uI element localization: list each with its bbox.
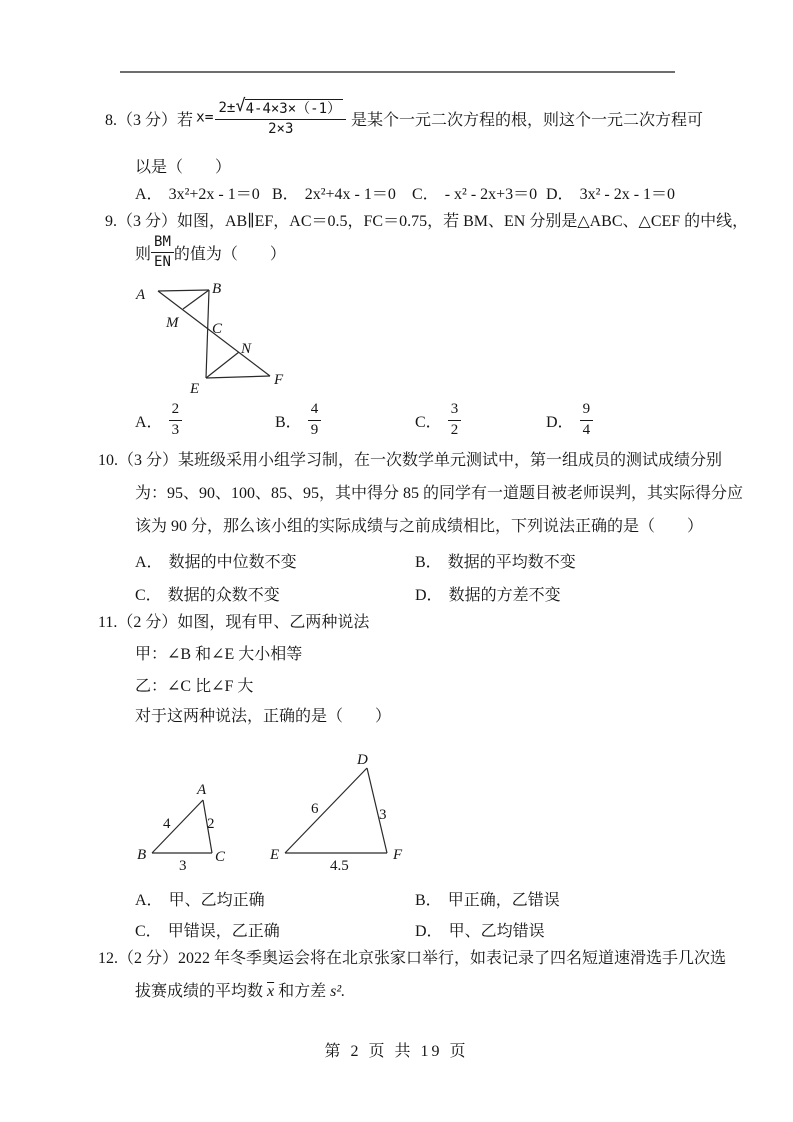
q10-stem-line1: 10.（3 分）某班级采用小组学习制，在一次数学单元测试中，第一组成员的测试成绩分别 [98, 452, 723, 469]
q8-eq-x: x= [196, 110, 214, 126]
q11-label-d: D [357, 752, 368, 768]
q9-label-e: E [190, 381, 200, 397]
q11-side-bc: 3 [179, 858, 187, 874]
q11-option-c: C． 甲错误，乙正确 [135, 923, 280, 940]
q11-option-b: B． 甲正确，乙错误 [415, 892, 560, 909]
q8-eq-radicand: 4-4×3×（-1） [245, 101, 342, 118]
q11-side-de: 6 [311, 801, 319, 817]
q9-option-d: D． $\frac{9}{4}$ [546, 396, 593, 444]
q11-side-ac: 2 [207, 816, 215, 832]
q9-option-b: B． $\frac{4}{9}$ [275, 396, 321, 444]
q11-claim-yi: 乙：∠C 比∠F 大 [135, 678, 254, 695]
q11-label-e: E [270, 847, 280, 863]
q9-line2-pre: 则 [135, 245, 152, 263]
q12-line2-mid: 和方差 [278, 983, 327, 1000]
q11-side-ab: 4 [163, 816, 171, 832]
q11-label-b: B [137, 847, 147, 863]
q9-figure [128, 275, 298, 400]
q8-eq-radical [235, 96, 343, 118]
q9-bm-en-fraction: $\frac{BM}{EN}$ [151, 234, 174, 269]
q11-label-a: A [197, 782, 207, 798]
q9-line2-post: 的值为（ ） [173, 245, 286, 263]
q9-label-n: N [241, 341, 252, 357]
q10-option-c: C． 数据的众数不变 [135, 587, 280, 604]
q12-line2-pre: 拔赛成绩的平均数 [135, 983, 264, 1000]
q8-option-b: B． 2x²+4x - 1＝0 [272, 186, 396, 203]
q9-stem-line1: 9.（3 分）如图，AB∥EF，AC＝0.5，FC＝0.75，若 BM、EN 分别是△ABC、△CEF 的中线， [105, 213, 749, 230]
q10-option-a: A． 数据的中位数不变 [135, 554, 297, 571]
q11-stem-line1: 11.（2 分）如图，现有甲、乙两种说法 [98, 614, 370, 631]
q8-stem-line2: 以是（ ） [135, 159, 232, 176]
header-rule [120, 71, 675, 73]
q9-label-f: F [274, 372, 284, 388]
sqrt-icon: √ [235, 96, 246, 117]
q8-option-d: D． 3x² - 2x - 1＝0 [546, 186, 676, 203]
q11-figure [135, 748, 415, 876]
q9-label-a: A [136, 287, 146, 303]
q9-label-m: M [166, 315, 179, 331]
q9-option-a: A． $\frac{2}{3}$ [135, 396, 182, 444]
q9-label-c: C [212, 321, 223, 337]
q12-s-squared: s². [330, 983, 346, 1000]
q11-side-df: 3 [379, 807, 387, 823]
page-number: 第 2 页 共 19 页 [324, 1043, 469, 1060]
q8-number-lead: 8.（3 分）若 [105, 111, 194, 129]
q12-xbar: $\overline{x}$ [267, 983, 275, 1000]
q11-claim-jia: 甲：∠B 和∠E 大小相等 [135, 646, 303, 663]
q8-stem-tail: 是某个一元二次方程的根，则这个一元二次方程可 [351, 111, 704, 129]
q9-stem-line2 [135, 228, 286, 276]
q11-side-ef: 4.5 [330, 858, 349, 874]
q10-option-b: B． 数据的平均数不变 [415, 554, 576, 571]
q8-stem [105, 90, 703, 146]
q8-eq-fraction [215, 96, 346, 137]
q11-option-a: A． 甲、乙均正确 [135, 892, 265, 909]
q11-label-c: C [215, 849, 226, 865]
q8-option-c: C． - x² - 2x+3＝0 [412, 186, 538, 203]
q12-stem-line2 [135, 981, 345, 1002]
q11-label-f: F [393, 847, 403, 863]
q10-option-d: D． 数据的方差不变 [415, 587, 561, 604]
q9-option-c: C． $\frac{3}{2}$ [415, 396, 461, 444]
q9-label-b: B [212, 281, 222, 297]
q11-stem-line4: 对于这两种说法，正确的是（ ） [135, 708, 392, 725]
q10-stem-line2: 为：95、90、100、85、95，其中得分 85 的同学有一道题目被老师误判，其实际得分应 [135, 485, 744, 502]
q8-option-a: A． 3x²+2x - 1＝0 [135, 186, 260, 203]
q8-equation [196, 96, 348, 137]
q12-stem-line1: 12.（2 分）2022 年冬季奥运会将在北京张家口举行，如表记录了四名短道速滑选手几次选 [98, 950, 727, 967]
q10-stem-line3: 该为 90 分，那么该小组的实际成绩与之前成绩相比，下列说法正确的是（ ） [135, 518, 704, 535]
q11-option-d: D． 甲、乙均错误 [415, 923, 545, 940]
q8-eq-num-pre: 2± [218, 100, 236, 117]
q8-eq-den: 2×3 [268, 120, 294, 137]
